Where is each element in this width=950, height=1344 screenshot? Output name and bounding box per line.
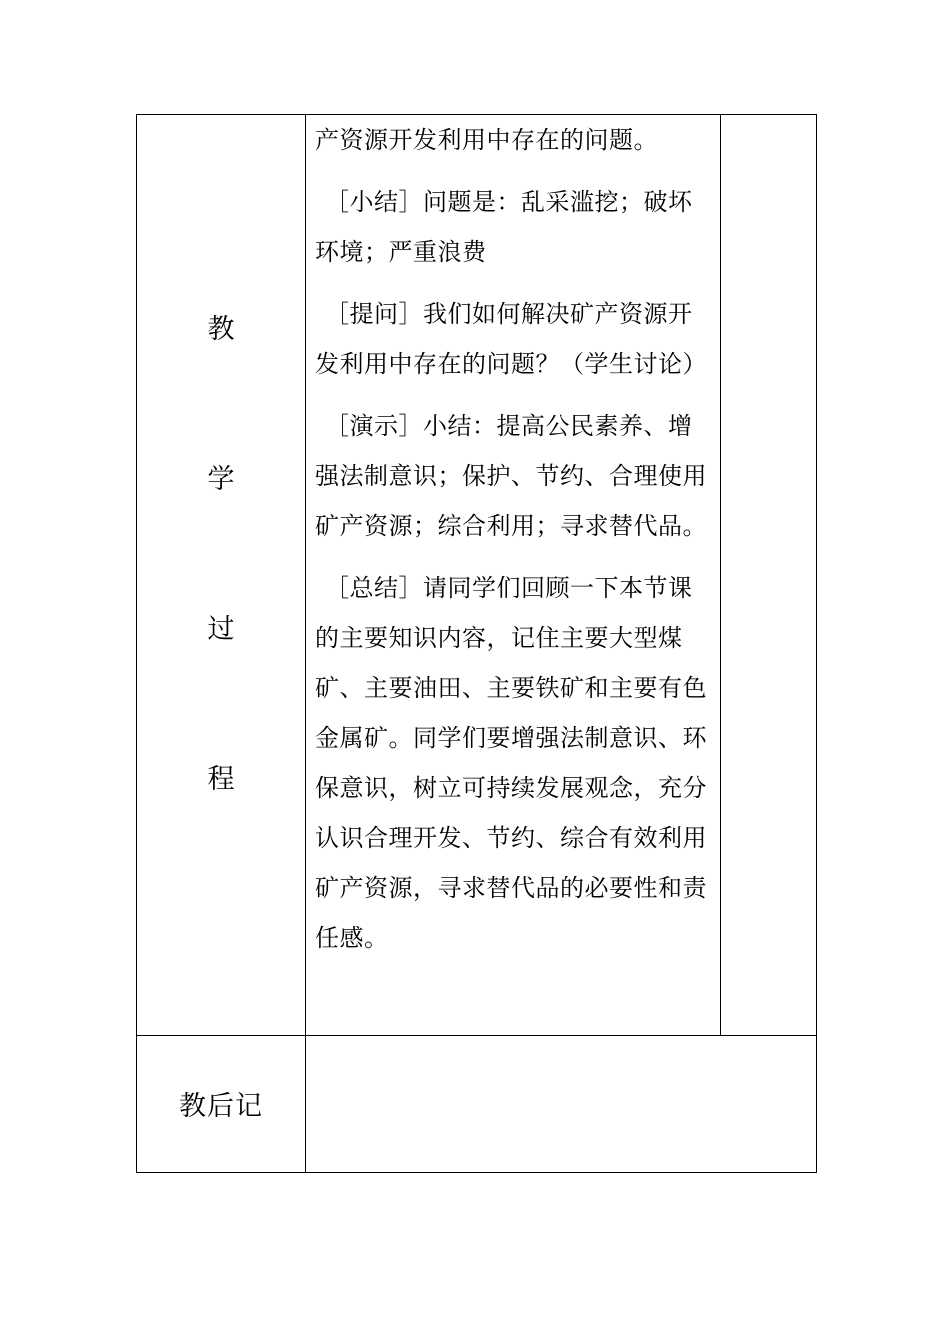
paragraph-question: ［提问］我们如何解决矿产资源开发利用中存在的问题？（学生讨论） <box>315 300 707 378</box>
paragraph-summary: ［小结］问题是：乱采滥挖；破坏环境；严重浪费 <box>315 188 693 266</box>
lesson-table <box>136 114 817 1173</box>
paragraph-continuation: 产资源开发利用中存在的问题。 <box>315 126 658 154</box>
divider-right-column <box>720 115 721 1035</box>
paragraph-demo: ［演示］小结：提高公民素养、增强法制意识；保护、节约、合理使用矿产资源；综合利用；寻求替代品。 <box>315 412 707 540</box>
paragraph-conclusion: ［总结］请同学们回顾一下本节课的主要知识内容，记住主要大型煤矿、主要油田、主要铁矿和主要有色金属矿。同学们要增强法制意识、环保意识，树立可持续发展观念，充分认识合理开发、节约、综合有效利用矿产资源，寻求替代品的必要性和责任感。 <box>315 574 707 952</box>
side-label-char: 学 <box>207 464 235 495</box>
side-label-char: 过 <box>207 614 235 645</box>
lesson-content <box>315 115 713 975</box>
divider-label-column <box>305 115 306 1172</box>
side-label-char: 教 <box>207 314 235 345</box>
side-label-char: 程 <box>207 764 235 795</box>
footer-label: 教后记 <box>179 1091 263 1122</box>
